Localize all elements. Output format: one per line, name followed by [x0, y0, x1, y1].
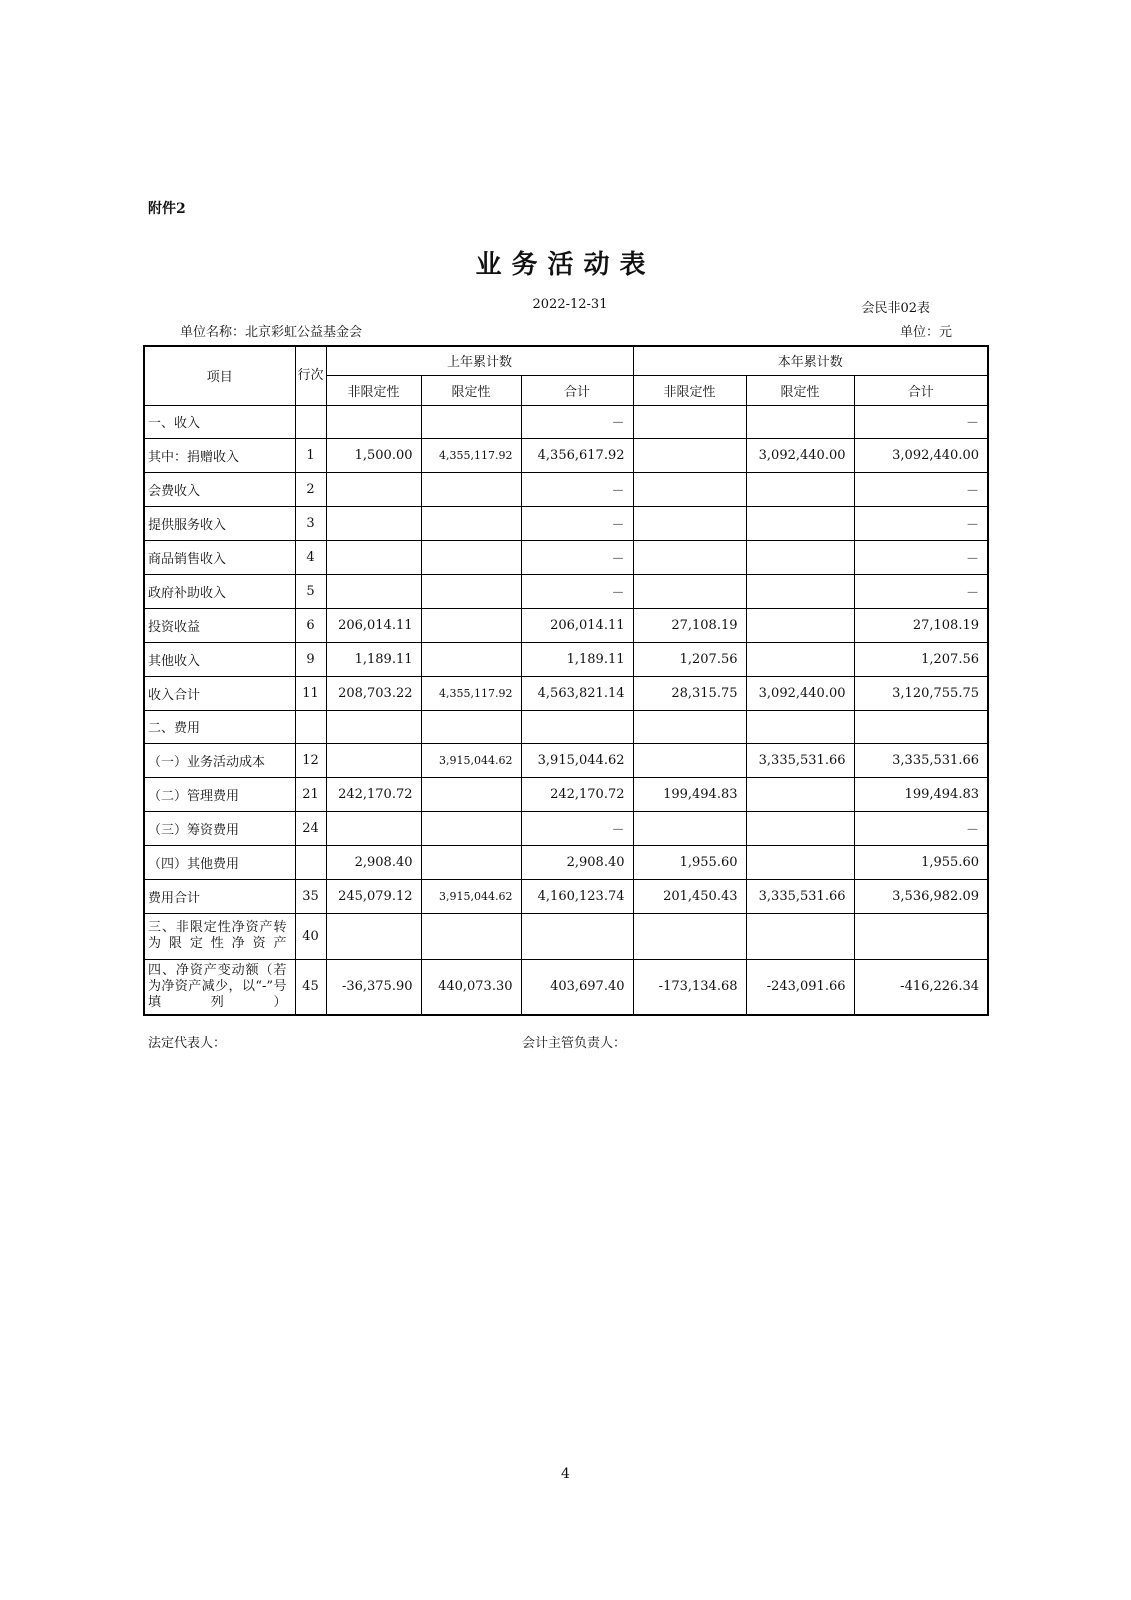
unit-name: 单位名称：北京彩虹公益基金会 — [180, 325, 363, 340]
cell-prev-restricted — [421, 472, 521, 506]
cell-curr-unrestricted — [633, 405, 746, 438]
row-line-no: 45 — [295, 959, 326, 1015]
row-item: （二）管理费用 — [144, 777, 295, 811]
row-item: 会费收入 — [144, 472, 295, 506]
row-item: 投资收益 — [144, 608, 295, 642]
cell-curr-unrestricted: -173,134.68 — [633, 959, 746, 1015]
cell-curr-restricted — [746, 574, 854, 608]
cell-curr-unrestricted: 28,315.75 — [633, 676, 746, 710]
cell-curr-restricted: 3,092,440.00 — [746, 438, 854, 472]
cell-curr-unrestricted — [633, 743, 746, 777]
cell-prev-total: － — [521, 472, 633, 506]
cell-prev-unrestricted — [326, 506, 421, 540]
cell-prev-total: － — [521, 506, 633, 540]
cell-prev-restricted — [421, 642, 521, 676]
row-line-no — [295, 710, 326, 743]
cell-curr-unrestricted — [633, 540, 746, 574]
cell-curr-unrestricted: 27,108.19 — [633, 608, 746, 642]
row-item: 政府补助收入 — [144, 574, 295, 608]
cell-prev-restricted — [421, 506, 521, 540]
cell-prev-restricted: 440,073.30 — [421, 959, 521, 1015]
cell-curr-total: 3,092,440.00 — [854, 438, 988, 472]
cell-curr-total — [854, 710, 988, 743]
cell-prev-unrestricted: 1,500.00 — [326, 438, 421, 472]
header-prev-total: 合计 — [521, 375, 633, 405]
cell-prev-unrestricted — [326, 710, 421, 743]
header-line-no: 行次 — [295, 346, 326, 405]
cell-curr-unrestricted: 199,494.83 — [633, 777, 746, 811]
cell-prev-unrestricted: 242,170.72 — [326, 777, 421, 811]
cell-prev-restricted — [421, 608, 521, 642]
cell-prev-total: 1,189.11 — [521, 642, 633, 676]
cell-curr-total: 1,207.56 — [854, 642, 988, 676]
cell-curr-total: － — [854, 506, 988, 540]
cell-curr-unrestricted: 1,207.56 — [633, 642, 746, 676]
cell-prev-total — [521, 913, 633, 959]
row-item: 一、收入 — [144, 405, 295, 438]
row-line-no: 4 — [295, 540, 326, 574]
row-line-no: 5 — [295, 574, 326, 608]
cell-prev-unrestricted: 245,079.12 — [326, 879, 421, 913]
page-number: 4 — [561, 1466, 570, 1482]
cell-prev-total: － — [521, 574, 633, 608]
page-title: 业务活动表 — [475, 250, 656, 280]
table-row — [144, 540, 988, 574]
header-curr-unrestricted: 非限定性 — [633, 375, 746, 405]
cell-curr-restricted — [746, 642, 854, 676]
table-row — [144, 913, 988, 959]
cell-prev-unrestricted — [326, 540, 421, 574]
cell-prev-restricted: 3,915,044.62 — [421, 879, 521, 913]
table-row — [144, 438, 988, 472]
row-item: 其他收入 — [144, 642, 295, 676]
cell-prev-unrestricted — [326, 405, 421, 438]
cell-prev-total — [521, 710, 633, 743]
row-item: 二、费用 — [144, 710, 295, 743]
cell-curr-total — [854, 913, 988, 959]
row-item: 费用合计 — [144, 879, 295, 913]
cell-prev-total: 206,014.11 — [521, 608, 633, 642]
table-row — [144, 642, 988, 676]
cell-prev-restricted — [421, 811, 521, 845]
cell-prev-restricted: 4,355,117.92 — [421, 438, 521, 472]
cell-curr-unrestricted — [633, 472, 746, 506]
cell-curr-unrestricted — [633, 438, 746, 472]
cell-prev-total: 4,356,617.92 — [521, 438, 633, 472]
header-prev-year: 上年累计数 — [326, 346, 633, 375]
cell-curr-total: － — [854, 540, 988, 574]
cell-prev-restricted — [421, 574, 521, 608]
cell-prev-unrestricted: 206,014.11 — [326, 608, 421, 642]
cell-curr-restricted — [746, 913, 854, 959]
row-line-no: 24 — [295, 811, 326, 845]
form-code: 会民非02表 — [861, 301, 930, 316]
accounting-head-label: 会计主管负责人： — [522, 1036, 627, 1051]
row-item: 提供服务收入 — [144, 506, 295, 540]
cell-curr-total: 1,955.60 — [854, 845, 988, 879]
cell-curr-restricted — [746, 540, 854, 574]
cell-curr-restricted: 3,092,440.00 — [746, 676, 854, 710]
cell-prev-restricted — [421, 777, 521, 811]
currency-unit: 单位：元 — [899, 325, 952, 340]
row-line-no: 6 — [295, 608, 326, 642]
cell-prev-unrestricted — [326, 472, 421, 506]
cell-prev-restricted: 3,915,044.62 — [421, 743, 521, 777]
cell-curr-restricted — [746, 506, 854, 540]
cell-prev-unrestricted: 208,703.22 — [326, 676, 421, 710]
legal-representative-label: 法定代表人： — [148, 1036, 227, 1051]
header-prev-unrestricted: 非限定性 — [326, 375, 421, 405]
row-item: 收入合计 — [144, 676, 295, 710]
cell-curr-total: － — [854, 405, 988, 438]
cell-curr-restricted — [746, 777, 854, 811]
row-line-no: 11 — [295, 676, 326, 710]
cell-curr-total: － — [854, 472, 988, 506]
cell-prev-total: 4,160,123.74 — [521, 879, 633, 913]
cell-curr-total: 199,494.83 — [854, 777, 988, 811]
cell-curr-restricted — [746, 608, 854, 642]
cell-curr-total: 3,536,982.09 — [854, 879, 988, 913]
cell-curr-unrestricted — [633, 506, 746, 540]
table-row — [144, 743, 988, 777]
cell-prev-unrestricted — [326, 574, 421, 608]
cell-curr-total: 3,120,755.75 — [854, 676, 988, 710]
table-row — [144, 710, 988, 743]
cell-curr-unrestricted — [633, 913, 746, 959]
report-date: 2022-12-31 — [532, 297, 608, 312]
row-item: 四、净资产变动额（若为净资产减少，以“-”号填列） — [144, 959, 295, 1015]
cell-curr-unrestricted — [633, 811, 746, 845]
cell-prev-unrestricted: 2,908.40 — [326, 845, 421, 879]
cell-curr-total: -416,226.34 — [854, 959, 988, 1015]
cell-curr-unrestricted: 1,955.60 — [633, 845, 746, 879]
cell-prev-restricted — [421, 913, 521, 959]
header-curr-year: 本年累计数 — [633, 346, 988, 375]
row-line-no: 12 — [295, 743, 326, 777]
cell-curr-restricted — [746, 710, 854, 743]
header-prev-restricted: 限定性 — [421, 375, 521, 405]
row-line-no: 3 — [295, 506, 326, 540]
table-row — [144, 472, 988, 506]
table-row — [144, 879, 988, 913]
cell-curr-unrestricted — [633, 574, 746, 608]
table-row — [144, 676, 988, 710]
row-line-no: 35 — [295, 879, 326, 913]
cell-curr-restricted — [746, 472, 854, 506]
cell-prev-unrestricted — [326, 811, 421, 845]
cell-prev-total: 4,563,821.14 — [521, 676, 633, 710]
cell-prev-restricted — [421, 710, 521, 743]
header-item: 项目 — [144, 346, 295, 405]
row-item: 三、非限定性净资产转为限定性净资产 — [144, 913, 295, 959]
cell-prev-restricted — [421, 540, 521, 574]
cell-prev-restricted — [421, 845, 521, 879]
cell-curr-restricted: 3,335,531.66 — [746, 743, 854, 777]
table-row — [144, 405, 988, 438]
row-line-no: 9 — [295, 642, 326, 676]
table-row — [144, 777, 988, 811]
row-item: 商品销售收入 — [144, 540, 295, 574]
table-row — [144, 574, 988, 608]
header-curr-total: 合计 — [854, 375, 988, 405]
cell-curr-unrestricted: 201,450.43 — [633, 879, 746, 913]
cell-prev-total: 403,697.40 — [521, 959, 633, 1015]
cell-curr-total: － — [854, 811, 988, 845]
header-row-1 — [144, 346, 988, 375]
row-line-no: 2 — [295, 472, 326, 506]
row-item: （三）筹资费用 — [144, 811, 295, 845]
row-line-no — [295, 405, 326, 438]
cell-prev-restricted: 4,355,117.92 — [421, 676, 521, 710]
cell-prev-unrestricted — [326, 913, 421, 959]
table-row — [144, 811, 988, 845]
cell-prev-unrestricted: 1,189.11 — [326, 642, 421, 676]
row-line-no: 1 — [295, 438, 326, 472]
cell-curr-restricted: 3,335,531.66 — [746, 879, 854, 913]
row-line-no: 40 — [295, 913, 326, 959]
cell-prev-unrestricted: -36,375.90 — [326, 959, 421, 1015]
cell-prev-total: 2,908.40 — [521, 845, 633, 879]
row-item: 其中：捐赠收入 — [144, 438, 295, 472]
cell-curr-restricted — [746, 811, 854, 845]
cell-prev-total: － — [521, 811, 633, 845]
row-item: （四）其他费用 — [144, 845, 295, 879]
cell-curr-restricted — [746, 845, 854, 879]
row-item: （一）业务活动成本 — [144, 743, 295, 777]
cell-curr-total: 27,108.19 — [854, 608, 988, 642]
cell-prev-total: 3,915,044.62 — [521, 743, 633, 777]
cell-curr-restricted — [746, 405, 854, 438]
table-row — [144, 959, 988, 1015]
cell-prev-total: － — [521, 405, 633, 438]
cell-curr-total: － — [854, 574, 988, 608]
table-row — [144, 845, 988, 879]
cell-curr-restricted: -243,091.66 — [746, 959, 854, 1015]
table-row — [144, 506, 988, 540]
cell-prev-restricted — [421, 405, 521, 438]
cell-prev-total: － — [521, 540, 633, 574]
attachment-label: 附件2 — [148, 201, 186, 217]
header-curr-restricted: 限定性 — [746, 375, 854, 405]
activity-statement-table — [143, 345, 989, 1016]
table-row — [144, 608, 988, 642]
cell-curr-unrestricted — [633, 710, 746, 743]
cell-prev-total: 242,170.72 — [521, 777, 633, 811]
row-line-no — [295, 845, 326, 879]
row-line-no: 21 — [295, 777, 326, 811]
cell-curr-total: 3,335,531.66 — [854, 743, 988, 777]
cell-prev-unrestricted — [326, 743, 421, 777]
